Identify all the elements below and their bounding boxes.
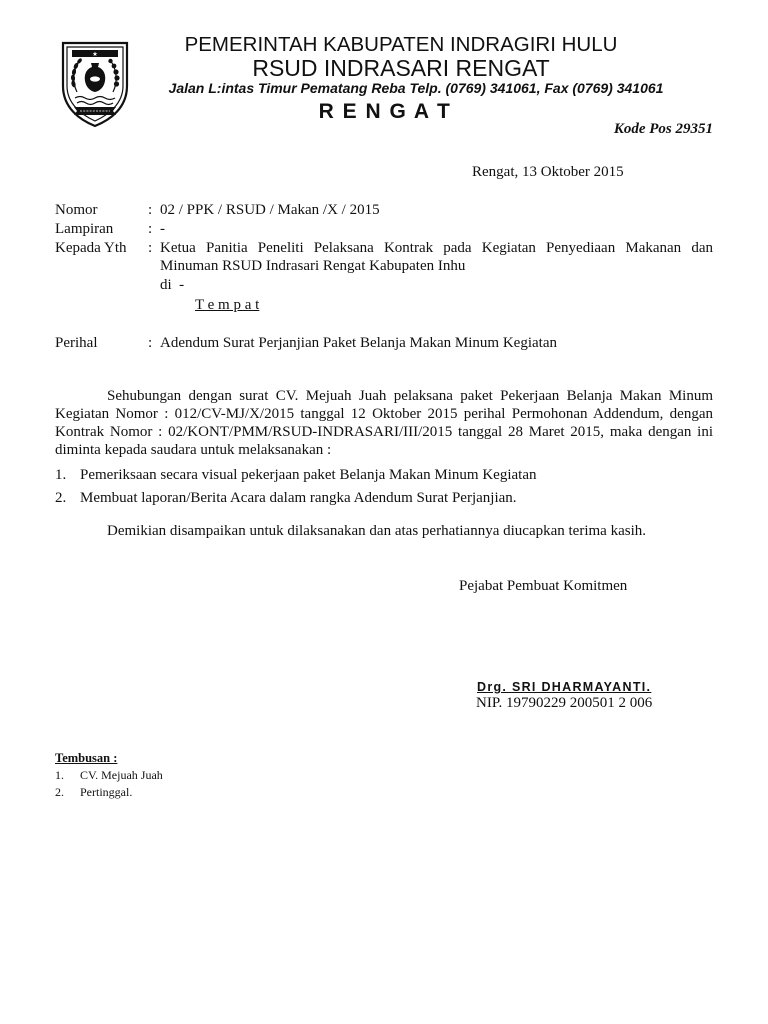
- body-paragraph-line: Sehubungan dengan surat CV. Mejuah Juah pelaksana paket Pekerjaan Belanja Makan Minum: [107, 388, 713, 404]
- letter-date: Rengat, 13 Oktober 2015: [472, 164, 624, 180]
- body-paragraph-line: Kontrak Nomor : 02/KONT/PMM/RSUD-INDRASARI/III/2015 tanggal 28 Maret 2015, maka dengan ini: [55, 424, 713, 440]
- letterhead-government: PEMERINTAH KABUPATEN INDRAGIRI HULU: [184, 33, 618, 56]
- list-item-number: 1.: [55, 467, 67, 483]
- cc-item-text: CV. Mejuah Juah: [80, 768, 163, 782]
- nomor-separator: :: [148, 202, 153, 218]
- lampiran-separator: :: [148, 221, 153, 237]
- nomor-value: 02 / PPK / RSUD / Makan /X / 2015: [160, 202, 380, 218]
- signatory-nip: NIP. 19790229 200501 2 006: [476, 695, 653, 711]
- perihal-value: Adendum Surat Perjanjian Paket Belanja Makan Minum Kegiatan: [160, 335, 557, 351]
- list-item-text: Pemeriksaan secara visual pekerjaan paket Belanja Makan Minum Kegiatan: [80, 467, 537, 483]
- cc-item-text: Pertinggal.: [80, 785, 133, 799]
- kepada-recipient-line: Ketua Panitia Peneliti Pelaksana Kontrak pada Kegiatan Penyediaan Makanan dan: [160, 240, 713, 256]
- perihal-separator: :: [148, 335, 153, 351]
- perihal-label: Perihal: [55, 335, 98, 351]
- list-item-number: 2.: [55, 490, 67, 506]
- cc-heading: Tembusan :: [55, 751, 118, 765]
- letterhead-address: Jalan L:intas Timur Pematang Reba Telp. (0769) 341061, Fax (0769) 341061: [168, 80, 664, 96]
- cc-item-number: 1.: [55, 768, 64, 782]
- list-item-text: Membuat laporan/Berita Acara dalam rangka Adendum Surat Perjanjian.: [80, 490, 517, 506]
- closing-sentence: Demikian disampaikan untuk dilaksanakan dan atas perhatiannya diucapkan terima kasih.: [107, 523, 646, 539]
- letterhead-postal-code: Kode Pos 29351: [613, 121, 713, 137]
- lampiran-value: -: [160, 221, 165, 237]
- kepada-recipient-line: Minuman RSUD Indrasari Rengat Kabupaten Inhu: [160, 258, 466, 274]
- letterhead-city: R E N G A T: [318, 100, 452, 123]
- letterhead-institution: RSUD INDRASARI RENGAT: [252, 55, 550, 81]
- signatory-position: Pejabat Pembuat Komitmen: [459, 578, 628, 594]
- kepada-label: Kepada Yth: [55, 240, 127, 256]
- kepada-separator: :: [148, 240, 153, 256]
- emblem-ribbon: [74, 107, 116, 115]
- lampiran-label: Lampiran: [55, 221, 114, 237]
- body-paragraph-line: Kegiatan Nomor : 012/CV-MJ/X/2015 tanggal 12 Oktober 2015 perihal Permohonan Addendum, dengan: [55, 406, 713, 422]
- nomor-label: Nomor: [55, 202, 98, 218]
- kepada-di: di -: [160, 277, 185, 293]
- cc-item-number: 2.: [55, 785, 64, 799]
- signatory-name: Drg. SRI DHARMAYANTI.: [477, 680, 652, 694]
- body-paragraph-line: diminta kepada saudara untuk melaksanakan :: [55, 442, 332, 458]
- kepada-tempat: T e m p a t: [195, 297, 260, 313]
